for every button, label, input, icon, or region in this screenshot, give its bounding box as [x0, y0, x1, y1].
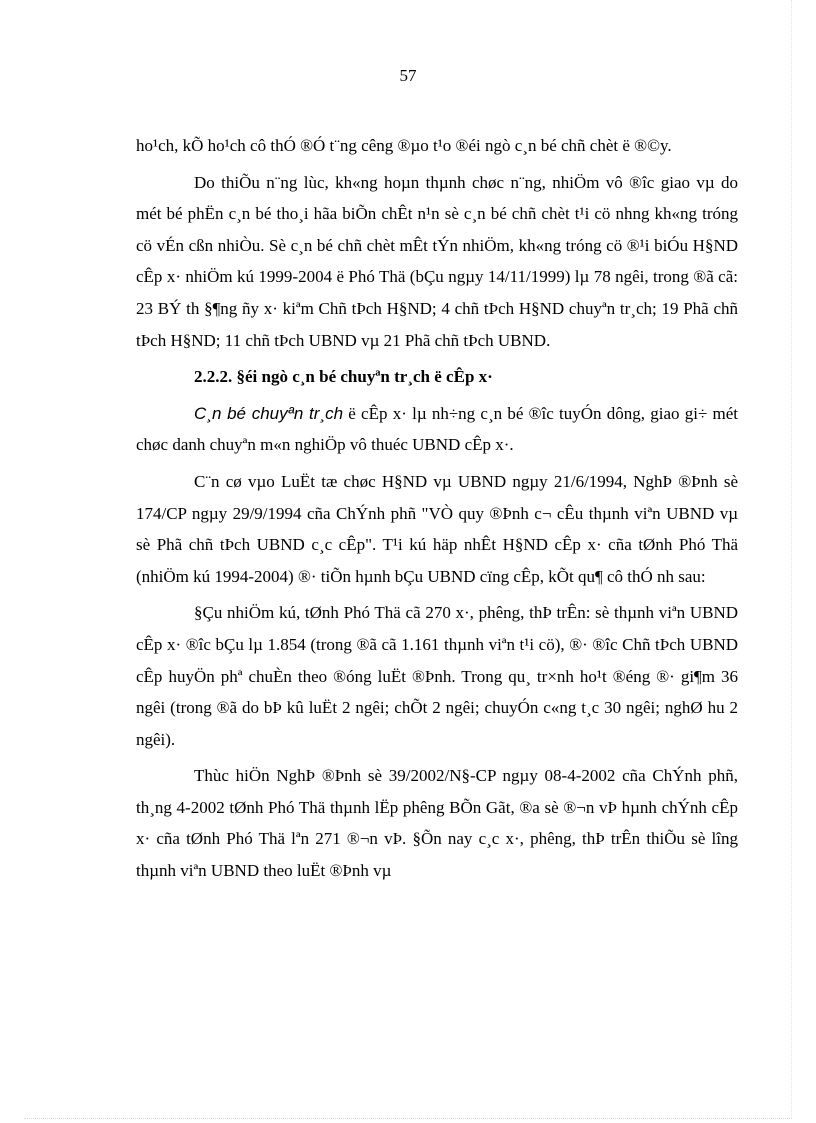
paragraph-decree-implementation: Thùc hiÖn NghÞ ®Þnh sè 39/2002/N§-CP ngµy 08-4-2002 cña ChÝnh phñ, th¸ng 4-2002 tØnh Phó Thä thµnh lËp phêng BÕn Gãt, ®a sè ®¬n vÞ hµnh chÝnh cÊp x· cña tØnh Phó Thä lªn 271 ®¬n vÞ. §Õn nay c¸c x·, phêng, thÞ trÊn thiÕu sè lîng thµnh viªn UBND theo luËt ®Þnh vµ — [136, 766, 738, 881]
definition-text: ë cÊp x· lµ nh÷ng c¸n bé ®îc tuyÓn dông, giao gi÷ mét chøc danh chuyªn m«n nghiÖp vô thuéc UBND cÊp x·. — [136, 403, 738, 455]
paragraph-term-statistics: §Çu nhiÖm kú, tØnh Phó Thä cã 270 x·, phêng, thÞ trÊn: sè thµnh viªn UBND cÊp x· ®îc bÇu lµ 1.854 (trong ®ã cã 1.161 thµnh viªn t¹i cö), ®· ®îc Chñ tÞch UBND cÊp huyÖn phª chuÈn theo ®óng luËt ®Þnh. Trong qu¸ tr×nh ho¹t ®éng ®· gi¶m 36 ngêi (trong ®ã do bÞ kû luËt 2 ngêi; chÕt 2 ngêi; chuyÓn c«ng t¸c 30 ngêi; nghØ hu 2 ngêi). — [136, 603, 738, 749]
paragraph-definition — [136, 398, 738, 461]
italic-term: C¸n bé chuyªn tr¸ch — [194, 403, 344, 423]
paragraph-incompetence: Do thiÕu n¨ng lùc, kh«ng hoµn thµnh chøc n¨ng, nhiÖm vô ®îc giao vµ do mét bé phËn c¸n bé tho¸i hãa biÕn chÊt n¹n sè c¸n bé chñ chèt t¹i cö nhng kh«ng tróng cö vÉn cßn nhiÒu. Sè c¸n bé chñ chèt mÊt tÝn nhiÖm, kh«ng tróng cö ®¹i biÓu H§ND cÊp x· nhiÖm kú 1999-2004 ë Phó Thä (bÇu ngµy 14/11/1999) lµ 78 ngêi, trong ®ã cã: 23 BÝ th §¶ng ñy x· kiªm Chñ tÞch H§ND; 4 chñ tÞch H§ND chuyªn tr¸ch; 19 Phã chñ tÞch H§ND; 11 chñ tÞch UBND vµ 21 Phã chñ tÞch UBND. — [136, 172, 738, 350]
paragraph-continuation: ho¹ch, kÕ ho¹ch cô thÓ ®Ó t¨ng cêng ®µo t¹o ®éi ngò c¸n bé chñ chèt ë ®©y. — [136, 136, 672, 155]
page-right-divider — [791, 0, 792, 1118]
body-text — [136, 130, 738, 887]
page-number: 57 — [399, 66, 417, 85]
page-bottom-divider — [24, 1118, 792, 1119]
paragraph-legal-basis: C¨n cø vµo LuËt tæ chøc H§ND vµ UBND ngµy 21/6/1994, NghÞ ®Þnh sè 174/CP ngµy 29/9/1994 cña ChÝnh phñ "VÒ quy ®Þnh c¬ cÊu thµnh viªn UBND vµ sè Phã chñ tÞch UBND c¸c cÊp". T¹i kú häp nhÊt H§ND cÊp x· cña tØnh Phó Thä (nhiÖm kú 1994-2004) ®· tiÕn hµnh bÇu UBND cïng cÊp, kÕt qu¶ cô thÓ nh sau: — [136, 471, 738, 586]
section-heading: 2.2.2. §éi ngò c¸n bé chuyªn tr¸ch ë cÊp x· — [194, 367, 493, 387]
